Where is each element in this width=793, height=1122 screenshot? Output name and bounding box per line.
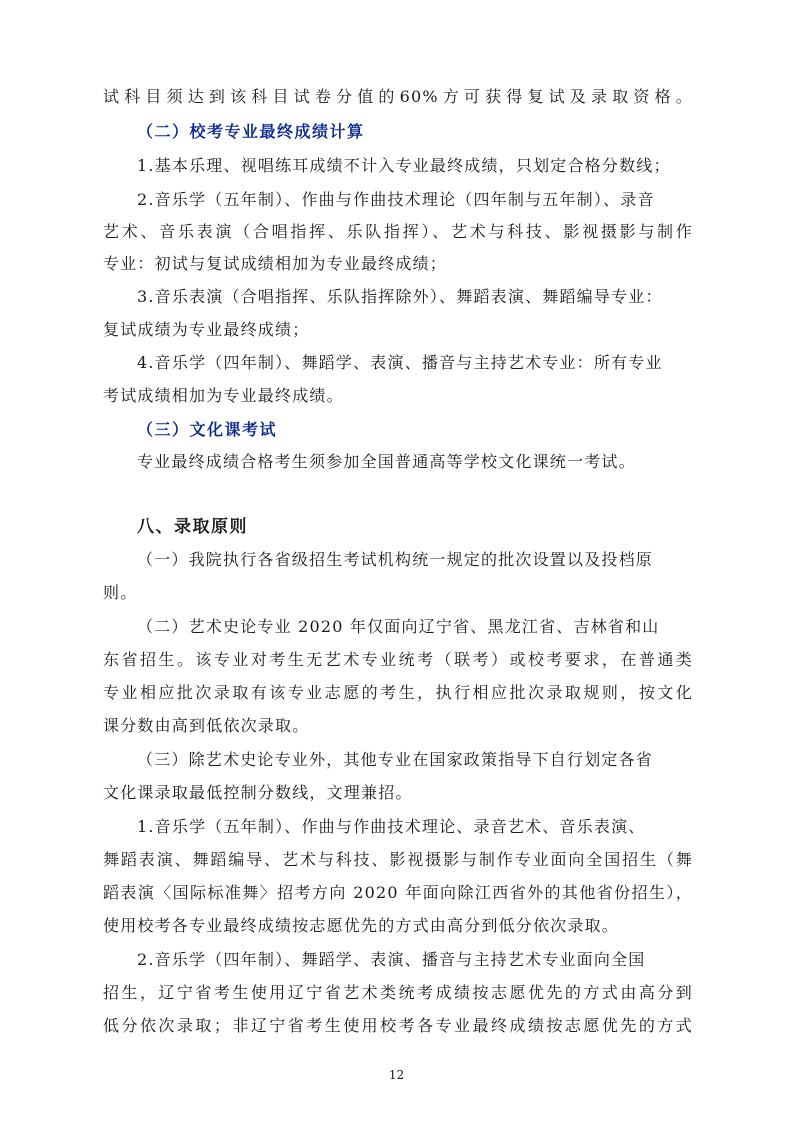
page-number: 12	[388, 1068, 405, 1082]
paragraph-line: 蹈表演〈国际标准舞〉招考方向 2020 年面向除江西省外的其他省份招生），	[103, 883, 693, 902]
paragraph-line: 1.音乐学（五年制）、作曲与作曲技术理论、录音艺术、音乐表演、	[137, 817, 646, 836]
paragraph-line: 专业：初试与复试成绩相加为专业最终成绩；	[103, 254, 448, 273]
paragraph-line: （三）除艺术史论专业外，其他专业在国家政策指导下自行划定各省	[137, 750, 654, 769]
paragraph-line: 2.音乐学（五年制）、作曲与作曲技术理论（四年制与五年制）、录音	[137, 190, 655, 209]
paragraph-line: 课分数由高到低依次录取。	[103, 716, 310, 735]
paragraph-line: 文化课录取最低控制分数线，文理兼招。	[103, 783, 413, 802]
paragraph-line: （一）我院执行各省级招生考试机构统一规定的批次设置以及投档原	[137, 550, 654, 569]
paragraph-line: （二）艺术史论专业 2020 年仅面向辽宁省、黑龙江省、吉林省和山	[137, 617, 660, 636]
paragraph-line: 东省招生。该专业对考生无艺术专业统考（联考）或校考要求，在普通类	[103, 650, 693, 669]
paragraph-line: 低分依次录取；非辽宁省考生使用校考各专业最终成绩按志愿优先的方式	[103, 1016, 693, 1035]
paragraph-line: 艺术、音乐表演（合唱指挥、乐队指挥）、艺术与科技、影视摄影与制作	[103, 222, 693, 241]
paragraph-line: 招生，辽宁省考生使用辽宁省艺术类统考成绩按志愿优先的方式由高分到	[103, 983, 693, 1002]
paragraph-line: 舞蹈表演、舞蹈编导、艺术与科技、影视摄影与制作专业面向全国招生（舞	[103, 850, 693, 869]
paragraph-line: 则。	[103, 583, 138, 602]
paragraph-line: 专业相应批次录取有该专业志愿的考生，执行相应批次录取规则，按文化	[103, 683, 693, 702]
subheading-final-score: （二）校考专业最终成绩计算	[137, 122, 365, 141]
paragraph-line: 专业最终成绩合格考生须参加全国普通高等学校文化课统一考试。	[137, 452, 636, 471]
paragraph-line: 2.音乐学（四年制）、舞蹈学、表演、播音与主持艺术专业面向全国	[137, 950, 646, 969]
continuation-line: 试科目须达到该科目试卷分值的60%方可获得复试及录取资格。	[103, 87, 693, 106]
paragraph-line: 3.音乐表演（合唱指挥、乐队指挥除外）、舞蹈表演、舞蹈编导专业：	[137, 287, 663, 306]
section-heading-admission: 八、录取原则	[137, 517, 248, 537]
paragraph-line: 使用校考各专业最终成绩按志愿优先的方式由高分到低分依次录取。	[103, 916, 620, 935]
paragraph-line: 复试成绩为专业最终成绩；	[103, 320, 310, 339]
paragraph-line: 4.音乐学（四年制）、舞蹈学、表演、播音与主持艺术专业：所有专业	[137, 353, 663, 372]
paragraph-line: 考试成绩相加为专业最终成绩。	[103, 386, 344, 405]
paragraph-line: 1.基本乐理、视唱练耳成绩不计入专业最终成绩，只划定合格分数线；	[137, 156, 671, 175]
subheading-culture-exam: （三）文化课考试	[137, 420, 278, 439]
